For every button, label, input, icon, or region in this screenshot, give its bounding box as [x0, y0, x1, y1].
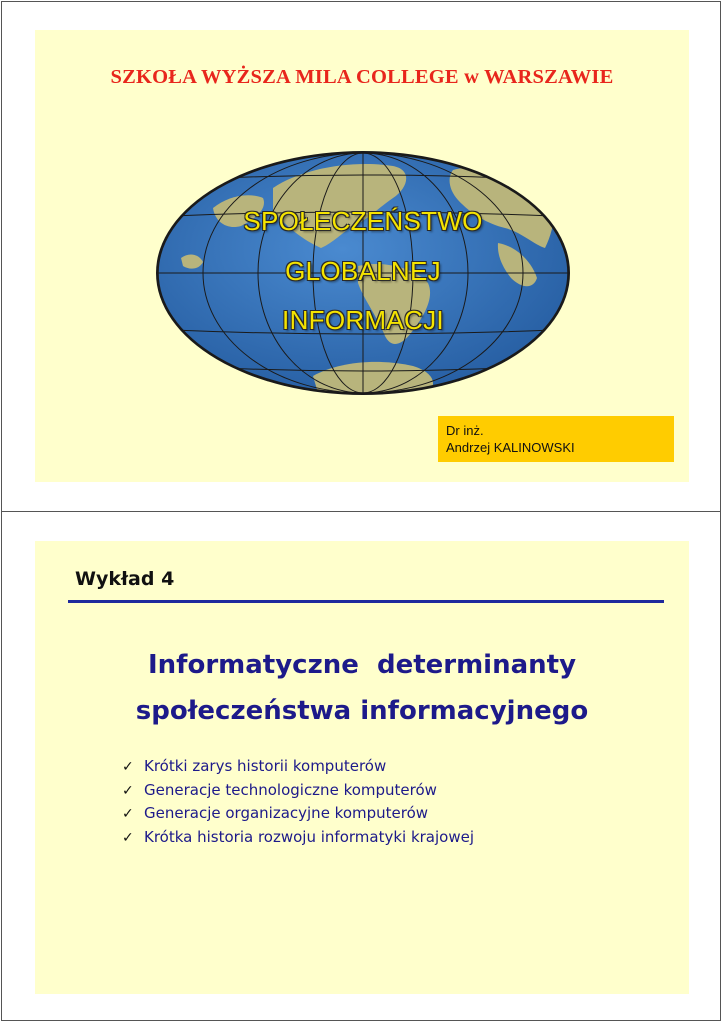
globe-title-line: INFORMACJI	[282, 305, 444, 335]
author-title: Dr inż.	[446, 423, 484, 438]
author-name: Andrzej KALINOWSKI	[446, 440, 575, 455]
school-title: SZKOŁA WYŻSZA MILA COLLEGE w WARSZAWIE	[110, 66, 614, 88]
globe-title-line: SPOŁECZEŃSTWO	[243, 206, 483, 236]
topic-text: Generacje technologiczne komputerów	[144, 780, 437, 799]
lecture-label: Wykład 4	[75, 568, 175, 590]
checkmark-icon: ✓	[122, 806, 134, 823]
topic-list	[122, 755, 474, 849]
topic-text: Krótki zarys historii komputerów	[144, 757, 387, 775]
title-slide	[35, 30, 689, 482]
globe-title-line: GLOBALNEJ	[285, 256, 441, 286]
slide-divider	[1, 511, 721, 512]
main-title-line: społeczeństwa informacyjnego	[135, 696, 589, 726]
checkmark-icon: ✓	[122, 829, 134, 846]
author-box	[438, 416, 674, 462]
title-rule	[68, 600, 664, 603]
topic-text: Generacje organizacyjne komputerów	[144, 804, 429, 823]
list-item	[122, 755, 474, 779]
lecture-slide	[35, 541, 689, 994]
list-item	[122, 779, 474, 803]
list-item	[122, 802, 474, 826]
checkmark-icon: ✓	[122, 782, 134, 799]
topic-text: Krótka historia rozwoju informatyki krajowej	[144, 827, 475, 846]
list-item	[122, 826, 474, 850]
main-title-line: Informatyczne determinanty	[147, 650, 577, 680]
checkmark-icon: ✓	[122, 759, 134, 775]
